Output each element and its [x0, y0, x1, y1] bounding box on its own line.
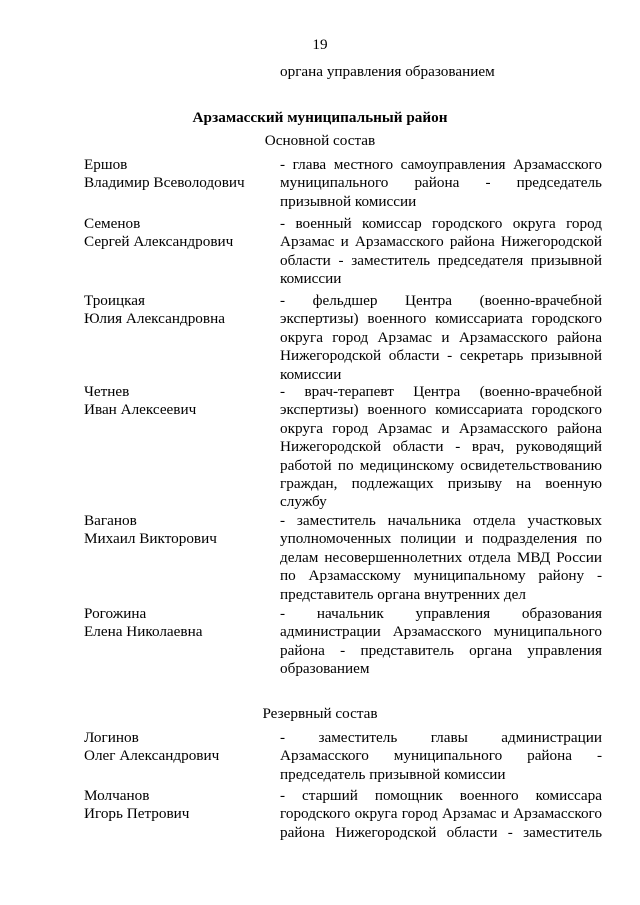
member-given-name: Игорь Петрович	[84, 805, 190, 823]
member-surname: Троицкая	[84, 292, 146, 309]
role-line: экспертизы) военного комиссариата городского	[280, 401, 602, 419]
reserve-composition-heading: Резервный состав	[262, 705, 378, 722]
member-surname: Семенов	[84, 215, 141, 232]
role-line: городского округа город Арзамас и Арзамасского	[280, 805, 602, 823]
member-role	[280, 383, 602, 512]
member-given-name: Юлия Александровна	[84, 310, 225, 328]
role-line: - заместитель главы администрации	[280, 729, 602, 746]
role-line: работой по медицинскому освидетельствованию	[280, 456, 602, 474]
member-name	[84, 215, 274, 252]
role-line: муниципального района - председатель	[280, 174, 602, 192]
role-line: района - представитель органа управления	[280, 641, 602, 659]
member-surname: Ершов	[84, 156, 128, 173]
role-line: председатель призывной комиссии	[280, 765, 506, 783]
member-role	[280, 787, 602, 842]
role-line: Арзамасского муниципального района -	[280, 747, 602, 765]
role-line: по Арзамасскому муниципальному району -	[280, 567, 602, 585]
member-name	[84, 292, 274, 329]
member-given-name: Владимир Всеволодович	[84, 174, 245, 192]
member-name	[84, 512, 274, 549]
role-line: округа город Арзамас и Арзамасского района	[280, 419, 602, 437]
role-line: администрации Арзамасского муниципального	[280, 623, 602, 641]
member-surname: Логинов	[84, 729, 139, 746]
role-line: образованием	[280, 660, 370, 678]
member-role	[280, 605, 602, 679]
role-line: Нижегородской области - врач, руководящий	[280, 438, 602, 456]
continued-text: органа управления образованием	[280, 63, 495, 80]
member-surname: Ваганов	[84, 512, 137, 529]
member-surname: Четнев	[84, 383, 130, 400]
member-name	[84, 729, 274, 766]
role-line: - старший помощник военного комиссара	[280, 787, 602, 804]
role-line: - глава местного самоуправления Арзамасского	[280, 156, 602, 173]
role-line: экспертизы) военного комиссариата городского	[280, 310, 602, 328]
member-surname: Рогожина	[84, 605, 147, 622]
member-given-name: Иван Алексеевич	[84, 401, 197, 419]
member-role	[280, 512, 602, 604]
role-line: - фельдшер Центра (военно-врачебной	[280, 292, 602, 309]
role-line: - начальник управления образования	[280, 605, 602, 622]
member-role	[280, 156, 602, 211]
member-given-name: Елена Николаевна	[84, 623, 203, 641]
member-name	[84, 156, 274, 193]
role-line: - военный комиссар городского округа город	[280, 215, 602, 232]
page-number: 19	[312, 36, 328, 53]
role-line: комиссии	[280, 270, 342, 288]
district-title: Арзамасский муниципальный район	[192, 109, 448, 126]
member-given-name: Олег Александрович	[84, 747, 220, 765]
member-given-name: Михаил Викторович	[84, 530, 217, 548]
member-role	[280, 292, 602, 384]
role-line: представитель органа внутренних дел	[280, 585, 526, 603]
role-line: Нижегородской области - секретарь призывной	[280, 347, 602, 365]
role-line: округа город Арзамас и Арзамасского района	[280, 328, 602, 346]
role-line: службу	[280, 493, 327, 511]
main-composition-heading: Основной состав	[264, 132, 376, 149]
role-line: области - заместитель председателя призывной	[280, 251, 602, 269]
role-line: призывной комиссии	[280, 192, 417, 210]
role-line: - заместитель начальника отдела участковых	[280, 512, 602, 529]
role-line: делам несовершеннолетних отдела МВД России	[280, 548, 602, 566]
role-line: района Нижегородской области - заместитель	[280, 823, 602, 841]
member-role	[280, 215, 602, 289]
role-line: - врач-терапевт Центра (военно-врачебной	[280, 383, 602, 400]
member-name	[84, 383, 274, 420]
member-given-name: Сергей Александрович	[84, 233, 234, 251]
member-surname: Молчанов	[84, 787, 150, 804]
role-line: граждан, подлежащих призыву на военную	[280, 475, 602, 493]
member-name	[84, 605, 274, 642]
member-name	[84, 787, 274, 824]
role-line: уполномоченных полиции и подразделения по	[280, 530, 602, 548]
member-role	[280, 729, 602, 784]
role-line: Арзамас и Арзамасского района Нижегородской	[280, 233, 602, 251]
role-line: комиссии	[280, 365, 342, 383]
